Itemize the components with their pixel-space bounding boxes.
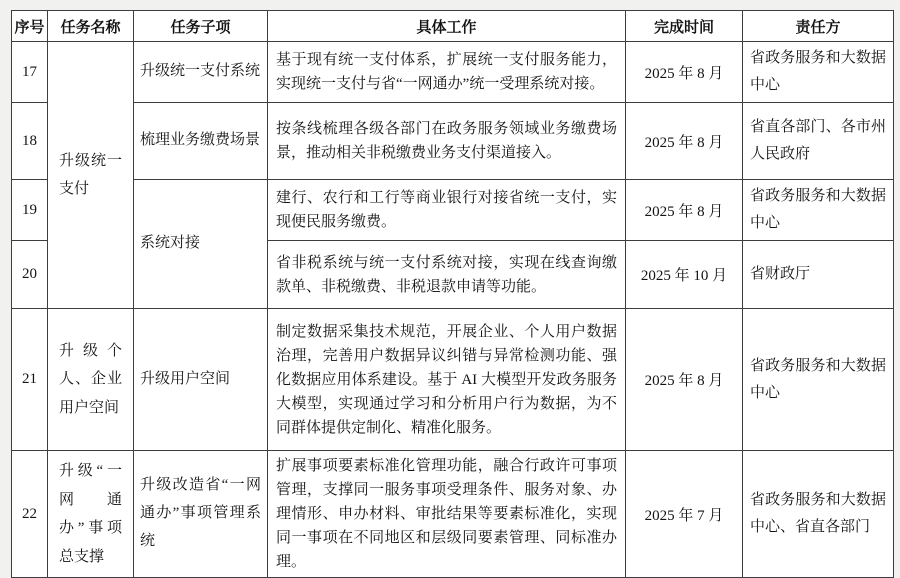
cell-seq-20: 20 xyxy=(12,241,48,309)
table-row xyxy=(12,451,894,578)
cell-time-22: 2025 年 7 月 xyxy=(626,451,743,578)
cell-time-17: 2025 年 8 月 xyxy=(626,42,743,103)
cell-work-21: 制定数据采集技术规范，开展企业、个人用户数据治理，完善用户数据异议纠错与异常检测功能、强化数据应用体系建设。基于 AI 大模型开发政务服务大模型，实现通过学习和分析用户行为数据，为不同群体提供定制化、精准化服务。 xyxy=(268,309,626,451)
cell-work-19: 建行、农行和工行等商业银行对接省统一支付，实现便民服务缴费。 xyxy=(268,180,626,241)
cell-work-18: 按条线梳理各级各部门在政务服务领域业务缴费场景，推动相关非税缴费业务支付渠道接入。 xyxy=(268,103,626,180)
table-row xyxy=(12,309,894,451)
cell-seq-19: 19 xyxy=(12,180,48,241)
header-task-name: 任务名称 xyxy=(48,11,134,42)
cell-task-name-user-space: 升级个人、企业用户空间 xyxy=(48,309,134,451)
cell-time-20: 2025 年 10 月 xyxy=(626,241,743,309)
cell-owner-19: 省政务服务和大数据中心 xyxy=(743,180,894,241)
cell-seq-22: 22 xyxy=(12,451,48,578)
cell-owner-21: 省政务服务和大数据中心 xyxy=(743,309,894,451)
table-row xyxy=(12,42,894,103)
cell-seq-17: 17 xyxy=(12,42,48,103)
table-row xyxy=(12,103,894,180)
header-time: 完成时间 xyxy=(626,11,743,42)
cell-sub-item-17: 升级统一支付系统 xyxy=(134,42,268,103)
cell-time-21: 2025 年 8 月 xyxy=(626,309,743,451)
cell-sub-item-18: 梳理业务缴费场景 xyxy=(134,103,268,180)
cell-owner-18: 省直各部门、各市州人民政府 xyxy=(743,103,894,180)
cell-owner-22: 省政务服务和大数据中心、省直各部门 xyxy=(743,451,894,578)
cell-work-22: 扩展事项要素标准化管理功能，融合行政许可事项管理，支撑同一服务事项受理条件、服务对象、办理情形、申办材料、审批结果等要素标准化，实现同一事项在不同地区和层级同要素管理、同标准办理。 xyxy=(268,451,626,578)
task-table xyxy=(11,10,894,578)
cell-work-17: 基于现有统一支付体系，扩展统一支付服务能力，实现统一支付与省“一网通办”统一受理系统对接。 xyxy=(268,42,626,103)
cell-task-name-yiwangtongban: 升级“一网通办”事项总支撑 xyxy=(48,451,134,578)
header-work: 具体工作 xyxy=(268,11,626,42)
cell-time-18: 2025 年 8 月 xyxy=(626,103,743,180)
cell-work-20: 省非税系统与统一支付系统对接，实现在线查询缴款单、非税缴费、非税退款申请等功能。 xyxy=(268,241,626,309)
header-seq: 序号 xyxy=(12,11,48,42)
cell-sub-item-system-connect: 系统对接 xyxy=(134,180,268,309)
cell-task-name-unified-payment: 升级统一支付 xyxy=(48,42,134,309)
cell-owner-20: 省财政厅 xyxy=(743,241,894,309)
header-sub-item: 任务子项 xyxy=(134,11,268,42)
table-row xyxy=(12,180,894,241)
cell-sub-item-21: 升级用户空间 xyxy=(134,309,268,451)
cell-seq-18: 18 xyxy=(12,103,48,180)
cell-time-19: 2025 年 8 月 xyxy=(626,180,743,241)
cell-seq-21: 21 xyxy=(12,309,48,451)
table-header-row xyxy=(12,11,894,42)
cell-owner-17: 省政务服务和大数据中心 xyxy=(743,42,894,103)
header-owner: 责任方 xyxy=(743,11,894,42)
cell-sub-item-22: 升级改造省“一网通办”事项管理系统 xyxy=(134,451,268,578)
